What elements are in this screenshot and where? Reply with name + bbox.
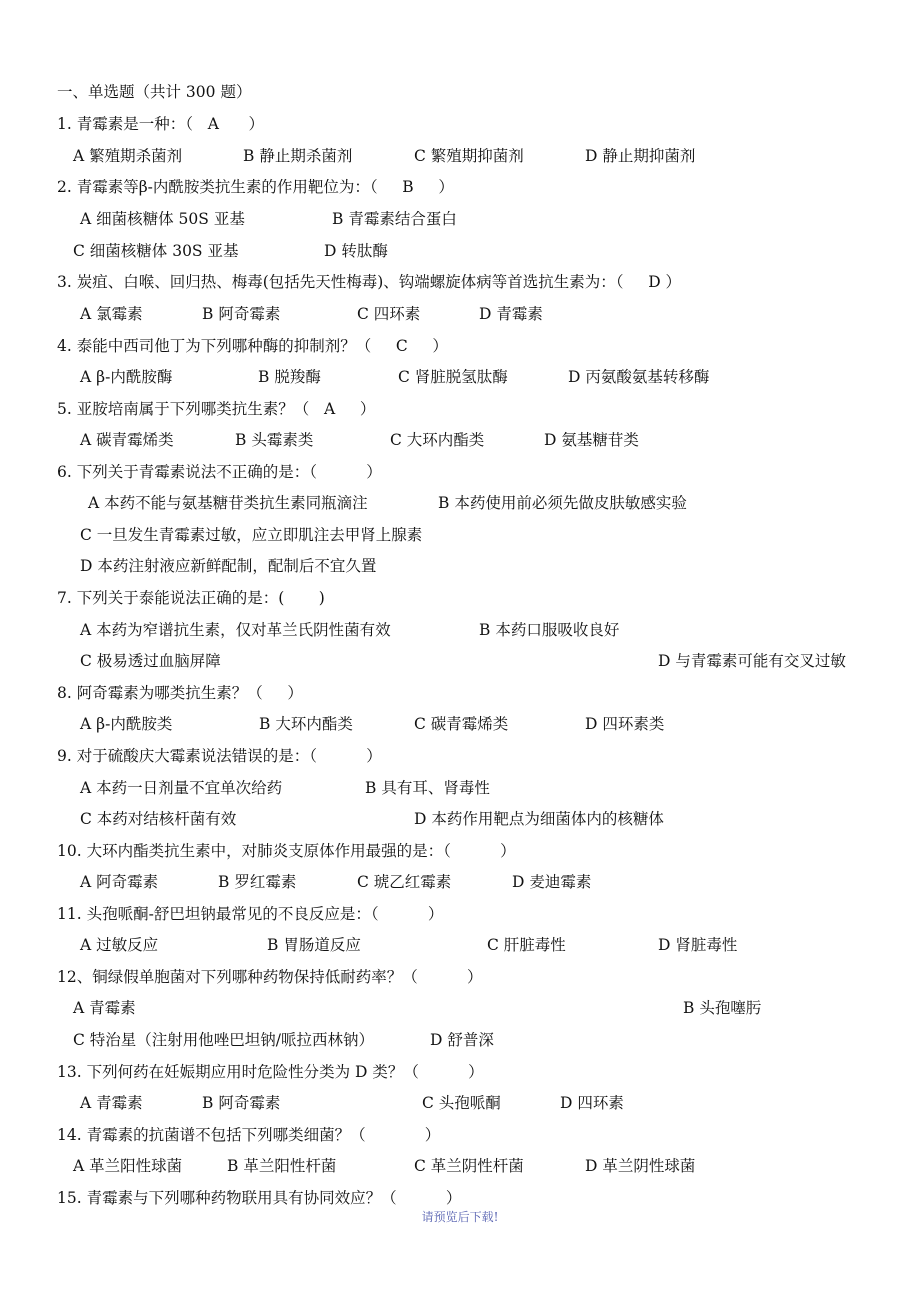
question-stem: 3. 炭疽、白喉、回归热、梅毒(包括先天性梅毒)、钩端螺旋体病等首选抗生素为：（ D ） [57,273,682,291]
option-a: A 氯霉素 [80,305,143,323]
option-b: B 头霉素类 [235,431,314,449]
option-a: A 革兰阳性球菌 [73,1157,183,1175]
question-stem: 9. 对于硫酸庆大霉素说法错误的是：（ ） [57,747,382,765]
option-a: A β-内酰胺类 [80,715,173,733]
option-b: B 具有耳、肾毒性 [365,779,490,797]
question-stem: 15. 青霉素与下列哪种药物联用具有协同效应？（ ） [57,1189,462,1207]
option-a: A 过敏反应 [80,936,159,954]
option-a: A 碳青霉烯类 [80,431,174,449]
section-title: 一、单选题（共计 300 题） [57,83,252,101]
question-stem: 10. 大环内酯类抗生素中，对肺炎支原体作用最强的是：（ ） [57,842,516,860]
question-stem: 7. 下列关于泰能说法正确的是：( ) [57,589,325,607]
option-c: C 琥乙红霉素 [357,873,452,891]
option-d: D 麦迪霉素 [512,873,592,891]
option-c: C 革兰阴性杆菌 [414,1157,524,1175]
option-a: A 青霉素 [80,1094,143,1112]
option-c: C 极易透过血脑屏障 [80,652,221,670]
option-d: D 舒普深 [430,1031,494,1049]
option-d: D 四环素类 [585,715,665,733]
option-a: A 青霉素 [73,999,136,1017]
question-stem: 6. 下列关于青霉素说法不正确的是：（ ） [57,463,382,481]
option-a: A 本药为窄谱抗生素，仅对革兰氏阴性菌有效 [80,621,391,639]
option-c: C 四环素 [357,305,421,323]
question-stem: 1. 青霉素是一种：（ A ） [57,115,265,133]
option-b: B 罗红霉素 [218,873,297,891]
option-d: D 本药作用靶点为细菌体内的核糖体 [414,810,664,828]
option-c: C 本药对结核杆菌有效 [80,810,237,828]
question-stem: 4. 泰能中西司他丁为下列哪种酶的抑制剂？（ C ） [57,337,448,355]
option-b: B 革兰阳性杆菌 [227,1157,337,1175]
option-c: C 肝脏毒性 [487,936,566,954]
question-stem: 13. 下列何药在妊娠期应用时危险性分类为 D 类？（ ） [57,1063,484,1081]
option-b: B 胃肠道反应 [267,936,361,954]
option-c: C 繁殖期抑菌剂 [414,147,524,165]
option-a: A 本药不能与氨基糖苷类抗生素同瓶滴注 [88,494,368,512]
option-a: A β-内酰胺酶 [80,368,173,386]
question-stem: 5. 亚胺培南属于下列哪类抗生素？（ A ） [57,400,376,418]
option-b: B 大环内酯类 [259,715,353,733]
option-b: B 头孢噻肟 [683,999,762,1017]
option-c: C 碳青霉烯类 [414,715,509,733]
option-b: B 脱羧酶 [258,368,321,386]
option-a: A 本药一日剂量不宜单次给药 [80,779,283,797]
option-b: B 本药使用前必须先做皮肤敏感实验 [438,494,687,512]
option-d: D 氨基糖苷类 [544,431,639,449]
option-c: C 细菌核糖体 30S 亚基 [73,242,239,260]
option-d: D 丙氨酸氨基转移酶 [568,368,710,386]
option-d: D 与青霉素可能有交叉过敏 [658,652,846,670]
option-b: B 本药口服吸收良好 [479,621,620,639]
option-c: C 一旦发生青霉素过敏，应立即肌注去甲肾上腺素 [80,526,423,544]
option-b: B 青霉素结合蛋白 [332,210,457,228]
option-d: D 革兰阴性球菌 [585,1157,696,1175]
option-c: C 肾脏脱氢肽酶 [398,368,508,386]
option-d: D 本药注射液应新鲜配制，配制后不宜久置 [80,557,377,575]
footer-note: 请预览后下载! [421,1210,499,1224]
option-d: D 四环素 [560,1094,624,1112]
option-a: A 阿奇霉素 [80,873,159,891]
question-stem: 11. 头孢哌酮-舒巴坦钠最常见的不良反应是：（ ） [57,905,444,923]
option-c: C 特治星（注射用他唑巴坦钠/哌拉西林钠） [73,1031,375,1049]
option-d: D 静止期抑菌剂 [585,147,696,165]
option-b: B 阿奇霉素 [202,305,281,323]
option-b: B 阿奇霉素 [202,1094,281,1112]
question-stem: 12、铜绿假单胞菌对下列哪种药物保持低耐药率？（ ） [57,968,483,986]
option-a: A 细菌核糖体 50S 亚基 [80,210,245,228]
option-b: B 静止期杀菌剂 [243,147,353,165]
option-c: C 大环内酯类 [390,431,485,449]
question-stem: 14. 青霉素的抗菌谱不包括下列哪类细菌？（ ） [57,1126,441,1144]
question-stem: 2. 青霉素等β-内酰胺类抗生素的作用靶位为：（ B ） [57,178,454,196]
option-a: A 繁殖期杀菌剂 [73,147,183,165]
option-d: D 青霉素 [479,305,543,323]
option-d: D 肾脏毒性 [658,936,738,954]
option-c: C 头孢哌酮 [422,1094,501,1112]
question-stem: 8. 阿奇霉素为哪类抗生素？（ ） [57,684,303,702]
option-d: D 转肽酶 [324,242,388,260]
